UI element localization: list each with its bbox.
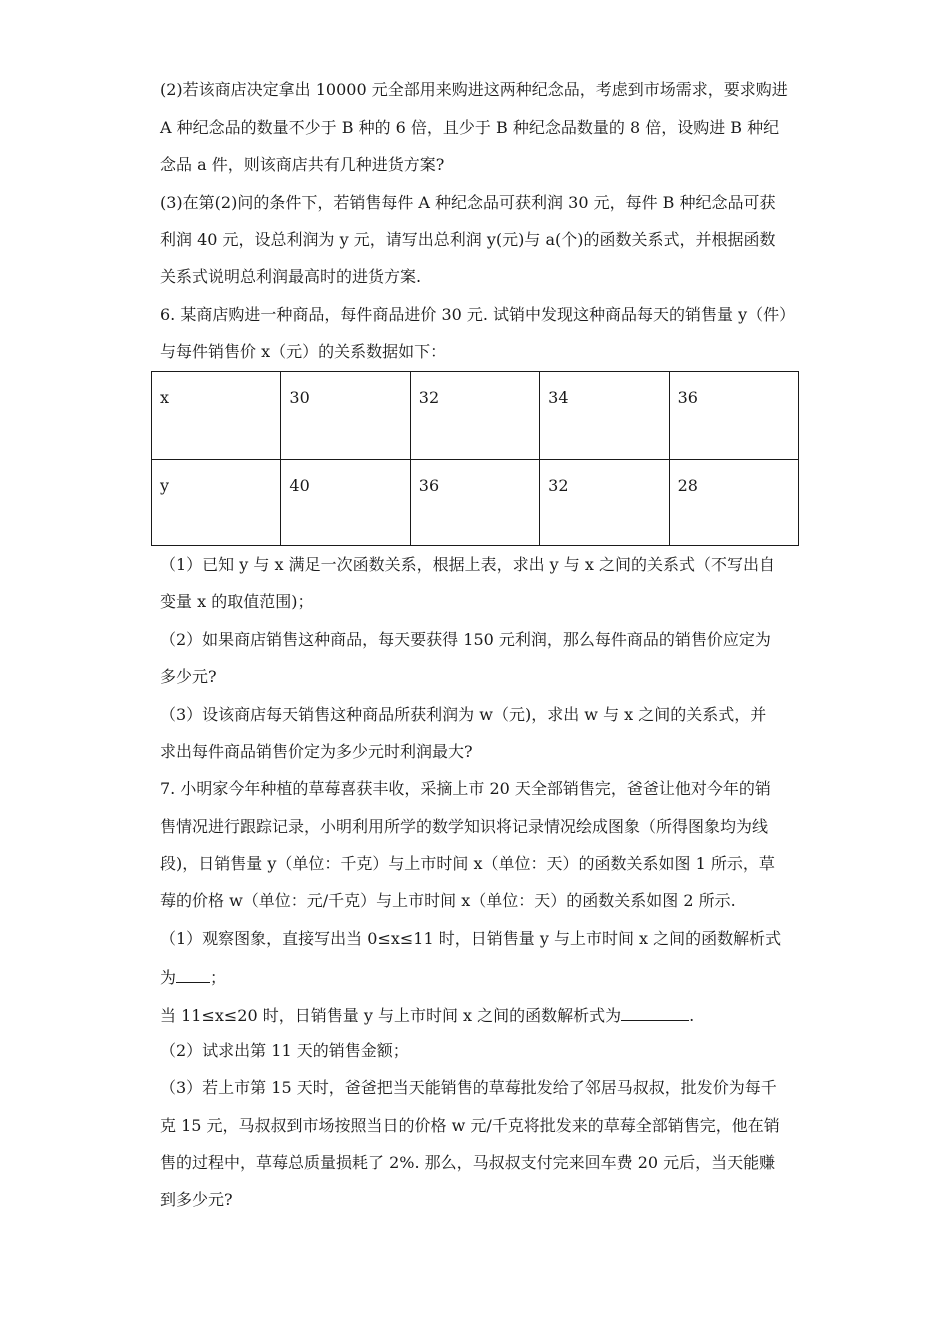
table-row-y bbox=[152, 460, 799, 546]
table-cell: 28 bbox=[669, 460, 798, 546]
q7-sub1-line bbox=[160, 1004, 694, 1026]
q6-sub-line: （2）如果商店销售这种商品，每天要获得 150 元利润，那么每件商品的销售价应定为 bbox=[160, 630, 771, 649]
q5-part3-line: 关系式说明总利润最高时的进货方案. bbox=[160, 267, 422, 286]
q7-sub3-line: （3）若上市第 15 天时，爸爸把当天能销售的草莓批发给了邻居马叔叔，批发价为每千 bbox=[160, 1078, 777, 1097]
table-cell: 40 bbox=[281, 460, 410, 546]
table-cell: 36 bbox=[669, 372, 798, 460]
q5-part2-line: 念品 a 件，则该商店共有几种进货方案? bbox=[160, 155, 445, 174]
q7-intro-line: 7. 小明家今年种植的草莓喜获丰收，采摘上市 20 天全部销售完，爸爸让他对今年的销 bbox=[160, 779, 771, 798]
q5-part3-line: 利润 40 元，设总利润为 y 元，请写出总利润 y(元)与 a(个)的函数关系式，并根据函数 bbox=[160, 230, 776, 249]
table-cell: y bbox=[152, 460, 281, 546]
table-cell: 30 bbox=[281, 372, 410, 460]
q6-sub-line: 求出每件商品销售价定为多少元时利润最大? bbox=[160, 742, 473, 761]
q5-part2-line: A 种纪念品的数量不少于 B 种的 6 倍，且少于 B 种纪念品数量的 8 倍，设购进 B 种纪 bbox=[160, 118, 780, 137]
q7-sub1-text: . bbox=[689, 1006, 695, 1025]
q7-intro-line: 莓的价格 w（单位：元/千克）与上市时间 x（单位：天）的函数关系如图 2 所示. bbox=[160, 891, 736, 910]
q7-sub2-line: （2）试求出第 11 天的销售金额； bbox=[160, 1041, 409, 1060]
q7-sub1-text: ； bbox=[210, 968, 227, 987]
q7-sub1-text: 为 bbox=[160, 968, 177, 987]
q5-part2-line: (2)若该商店决定拿出 10000 元全部用来购进这两种纪念品，考虑到市场需求，要求购进 bbox=[160, 80, 788, 99]
q7-intro-line: 段)，日销售量 y（单位：千克）与上市时间 x（单位：天）的函数关系如图 1 所示，草 bbox=[160, 854, 775, 873]
answer-blank bbox=[176, 966, 210, 983]
q6-intro-line: 6. 某商店购进一种商品，每件商品进价 30 元. 试销中发现这种商品每天的销售量 y（件） bbox=[160, 305, 796, 324]
table-cell: 36 bbox=[410, 460, 539, 546]
q7-sub1-line bbox=[160, 966, 226, 988]
q6-sub-line: （3）设该商店每天销售这种商品所获利润为 w（元)，求出 w 与 x 之间的关系式，并 bbox=[160, 705, 767, 724]
table-cell: 32 bbox=[410, 372, 539, 460]
price-sales-table bbox=[151, 371, 799, 546]
q7-sub3-line: 克 15 元，马叔叔到市场按照当日的价格 w 元/千克将批发来的草莓全部销售完，他在销 bbox=[160, 1116, 780, 1135]
table-cell: 32 bbox=[540, 460, 669, 546]
answer-blank bbox=[621, 1004, 689, 1021]
q6-sub-line: （1）已知 y 与 x 满足一次函数关系，根据上表，求出 y 与 x 之间的关系式（不写出自 bbox=[160, 555, 775, 574]
table-cell: x bbox=[152, 372, 281, 460]
q6-sub-line: 多少元? bbox=[160, 667, 217, 686]
q5-part3-line: (3)在第(2)问的条件下，若销售每件 A 种纪念品可获利润 30 元，每件 B 种纪念品可获 bbox=[160, 193, 776, 212]
q7-sub3-line: 到多少元? bbox=[160, 1190, 233, 1209]
q7-sub1-line: （1）观察图象，直接写出当 0≤x≤11 时，日销售量 y 与上市时间 x 之间的函数解析式 bbox=[160, 929, 782, 948]
q6-intro-line: 与每件销售价 x（元）的关系数据如下： bbox=[160, 342, 447, 361]
q7-sub3-line: 售的过程中，草莓总质量损耗了 2%. 那么，马叔叔支付完来回车费 20 元后，当天能赚 bbox=[160, 1153, 776, 1172]
q7-sub1-text: 当 11≤x≤20 时，日销售量 y 与上市时间 x 之间的函数解析式为 bbox=[160, 1006, 622, 1025]
q7-intro-line: 售情况进行跟踪记录，小明利用所学的数学知识将记录情况绘成图象（所得图象均为线 bbox=[160, 817, 769, 836]
q6-sub-line: 变量 x 的取值范围)； bbox=[160, 592, 314, 611]
table-row-x bbox=[152, 372, 799, 460]
table-cell: 34 bbox=[540, 372, 669, 460]
